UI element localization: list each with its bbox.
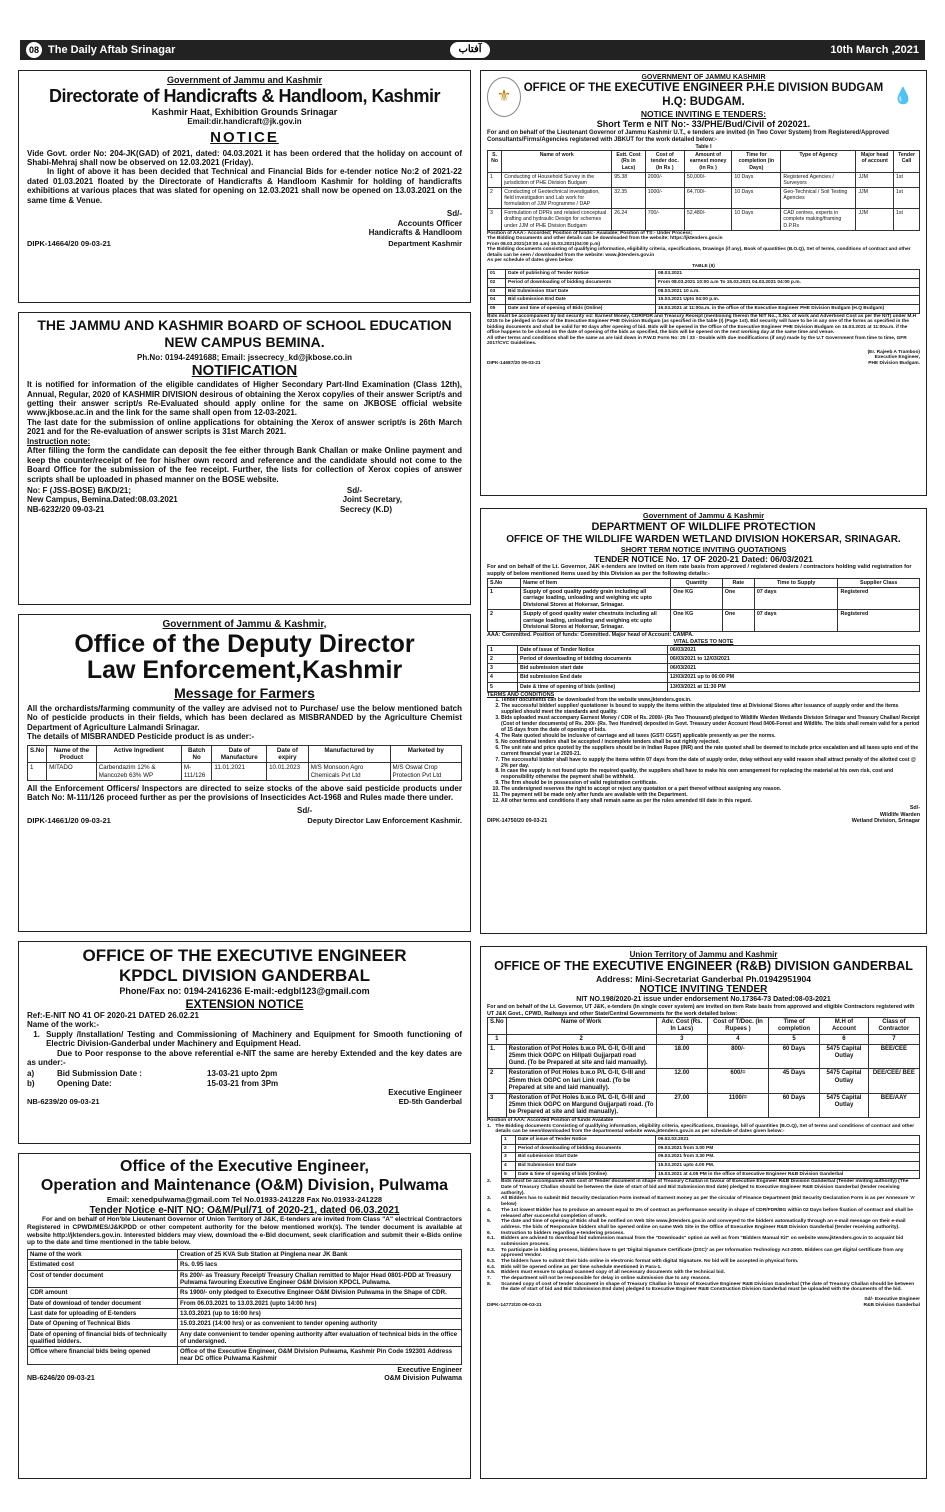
works-table: S. No Name of work Estt. Cost (Rs in Lacs) Cost of tender doc. (In Rs ) Amount of earnest money (in Rs ) Time for completion (in Days) Type of Agency Major head of account Tender Call 1 Conducting of Household Survey in the jurisdiction of PHE Division Budgam 95.38 2000/- 50,000/- 10 Days Registered Agencies / Surveyors JJM 1st 2 Conducting of Geotechnical investigation, field investigation and Lab work for formulation of JJM Programme / DAP 32.35 1000/- 64,700/- 10 Days Geo-Technical / Soil Testing Agencies JJM 1st 3 Formulation of DPRs and related conceptual drafting and hydraulic Design for schemes under JJM of PHE Division Budgam 26.24 700/- 52,480/- 10 Days CAD centres, experts in complete making/framing D.P.Rs JJM 1st (487, 150, 920, 230)
ad-title: Office of the Deputy Director (74, 629, 415, 658)
list-item: To participate in bidding process, bidders have to get 'Digital Signature Certificate (DSC)' as per Information Technology Act-2000. Bidders can get digital certificate from any approved Vendor. (501, 1247, 904, 1259)
ad-msg: Message for Farmers (174, 685, 315, 702)
table-row: 1 Supply of good quality paddy grain including all carriage loading, unloading and weighing etc upto Divisional Stores at Hokersar, Srinagar. One KG One 07 days Registered (488, 588, 920, 610)
ad-ref: DIPK-14750/20 09-03-21 (487, 817, 548, 824)
ad-wildlife (480, 508, 927, 934)
ad-aaa: AAA: Committed. Position of funds: Committed. Major head of Account: CAMPA. (487, 632, 694, 639)
ad-gov: GOVERNMENT OF JAMMU KASHMIR (641, 74, 766, 81)
page-number: 08 (26, 42, 42, 58)
ad-ref: DIPK-14664/20 09-03-21 (27, 238, 111, 248)
paper-name: The Daily Aftab Srinagar (48, 43, 176, 56)
list-item: The 1st lowest Bidder has to produce an amount equal to 3% of contract as performance security in shape of CDR/FDR/BG within 02 Days before fixation of contract and shall be released after successful completion of work. (501, 1207, 913, 1219)
paper-logo: آفتاب (450, 42, 490, 58)
list-item: Scanned copy of cost of tender document in shape of Treasury Challan in favour of Executive Engineer R&B Division Ganderbal (The date of Treasury Challan should be between the date of start of bid and Bid Submission End date) pledged to Executive Engineer R&B Construction Division Ganderbal must be uploaded with the documents of the bid. (501, 1281, 915, 1293)
ad-nit: NIT NO.198/2020-21 issue under endorsement No.17364-73 Dated:08-03-2021 (576, 996, 831, 1003)
list-item: The date and time of opening of Bids shall be notified on Web Site www.jktenders.gov.in and conveyed to the bidders automatically through an e-mail message on their e-mail address. The bids of Responsive bidders shall be opened online on same Web Site in the Office of Executive Engineer R&B Division Ganderbal (tender receiving authority). (501, 1219, 906, 1230)
list-item: The bidders have to submit their bids online in electronic format with digital Signature. No bid will be accepted in physical form. (501, 1259, 799, 1264)
ad-law-enforcement (18, 614, 471, 932)
issue-date: 10th March ,2021 (830, 43, 919, 56)
ad-sig: Secrecy (K.D) (339, 504, 392, 514)
list-item: The department will not be responsible for delay in online submission due to any reasons. (501, 1276, 711, 1282)
ad-para: The Bidding Documents and other details can be downloaded from the website: https://jktenders.gov.in (487, 236, 723, 242)
ad-ref: Ref:-E-NIT NO 41 OF 2020-21 DATED 26.02.21 (27, 1010, 199, 1020)
ad-kpdcl: OFFICE OF THE EXECUTIVE ENGINEER KPDCL DIVISION GANDERBAL Phone/Fax no: 0194-2416236 E-mail:-edgbl123@gmail.com EXTENSION NOTICE Ref:-E-NIT NO 41 OF 2020-21 DATED 26.02.21 Name of the work:- 1. Supply /Installation/ Testing and Commissioning of Machinery and Equipment for Smooth functioning of Electric Division-Ganderbal under Machinery and Equipment Head. Due to Poor response to the above referential e-NIT the same are hereby Extended and the key dates are as under:- a) Bid Submission Date : 13-03-21 upto 2pm b) Opening Date: 15-03-21 from 3Pm Executive Engineer NB-6239/20 09-03-21 ED-5th Ganderbal (18, 941, 471, 1144)
ad-ref: NB-6246/20 09-03-21 (27, 1375, 95, 1383)
table-row: Date of opening of financial bids of technically qualified bidders. Any date convenient to tender opening authority after evaluation of technical bids in the office of undersigned. (28, 1329, 462, 1347)
works-table: S.No Name of Work Adv. Cost (Rs. In Lacs) Cost of T/Doc. (In Rupees ) Time of completion M.H of Account Class of Contractor 1 2 3 4 5 6 7 1. Restoration of Pot Holes b.w.o P/L G-II, G-III and 25mm thick OGPC on Hillpati Gujjarpati road Gund. (To be Prepared at site and laid manually). 18.00 800/- 60 Days 5475 Capital Outlay BEE/CEE 2 Restoration of Pot Holes b.w.o P/L G-II, G-III and 25mm thick OGPC on Iari Link road. (To be Prepared at site and laid manually). 12.00 600/= 45 Days 5475 Capital Outlay DEE/CEE/ BEE 3 Restoration of Pot Holes b.w.o P/L G-II, G-III and 25mm thick OGPC on Margund Gujjarpati road. (To be Prepared at site and laid manually). 27.00 1100/= 60 Days 5475 Capital Outlay BEE/AAY (487, 1017, 920, 1118)
table-row: 2 Supply of good quality water chestnuts including all carriage loading, unloading and weighing etc upto Divisional Stores at Hokersar, Srinagar. One KG One 07 days Registered (488, 610, 920, 632)
table-row: 4 Bid submission End date 12/03/2021 up to 06:00 PM (488, 673, 920, 682)
ad-item: Supply /Installation/ Testing and Commissioning of Machinery and Equipment for Smooth functioning of Electric Division-Ganderbal under Machinery and Equipment Head. (46, 1029, 462, 1049)
ad-sig: (Er. Rajeeb A Tramboo) (867, 349, 920, 355)
ad-rnb-ganderbal: Union Territory of Jammu and Kashmir OFFICE OF THE EXECUTIVE ENGINEER (R&B) DIVISION GANDERBAL Address: Mini-Secretariat Ganderbal Ph.01942951904 NOTICE INVITING TENDER NIT NO.198/2020-21 issue under endorsement No.17364-73 Dated:08-03-2021 For and on behalf of the Lt. Governor, UT J&K, e-tenders (In single cover system) are invited on item Rate basis from approved and eligible Contractors registered with UT J&K Govt., CPWD, Railways and other State/Central Governments for the work detailed below: S.No Name of Work Adv. Cost (Rs. In Lacs) Cost of T/Doc. (In Rupees ) Time of completion M.H of Account Class of Contractor 1 2 3 4 5 6 7 1. Restoration of Pot Holes b.w.o P/L G-II, G-III and 25mm thick OGPC on Hillpati Gujjarpati road Gund. (To be Prepared at site and laid manually). 18.00 800/- 60 Days 5475 Capital Outlay BEE/CEE 2 Restoration of Pot Holes b.w.o P/L G-II, G-III and 25mm thick OGPC on Iari Link road. (To be Prepared at site and laid manually). 12.00 600/= 45 Days 5475 Capital Outlay DEE/CEE/ BEE 3 Restoration of Pot Holes b.w.o P/L G-II, G-III and 25mm thick OGPC on Margund Gujjarpati road. (To be Prepared at site and laid manually). 27.00 1100/= 60 Days 5475 Capital Outlay BEE/AAY Position of AAA: Accorded Position of funds Available 1. The Bidding documents Consisting of qualifying information, eligibility criteria, specifications, Drawings, bill of quantities (B.O.Q), Set of terms and conditions of contract and other details can be seen/downloaded from the departmental website www.jktenders.gov.in as per schedule of dates given below:- 1 Date of issue of Tender Notice 09.02.03.2021 2 Period of downloading of bidding documents 09.03.2021 from 3.00 PM 3 Bid submission Start Date 09.03.2021 from 3.30 PM. 4 Bid Submission End Date 15.03.2021 upto 4.00 PM. 5 Date & time of opening of bids (Online) 15.03.2021 at 4.05 PM in the office of Executive Engineer R&B Division Ganderbal 2. Bids must be accompanied with cost of Tender document in shape of Treasury Challan in favour of Executive Engineer R&B Division Ganderbal (Tender inviting authority) (The Date of Treasury Challan should be between the date of start of bid and Bid Submission End date) pledged to Executive Engineer R&B Division Ganderbal (tender receiving authority). 3. All Bidders has to submit Bid Security Declaration Form instead of Earnest money as per the circular of Finance Department (Bid Security Declaration Form is as per Annexure 'A' below) 4. The 1st lowest Bidder has to produce an amount equal to 3% of contract as performance security in shape of CDR/FDR/BG within 02 Days before fixation of contract and shall be released after successful completion of work. 5. The date and time of opening of Bids shall be notified on Web Site www.jktenders.gov.in and conveyed to the bidders automatically through an e-mail message on their e-mail address. The bids of Responsive bidders shall be opened online on same Web Site in the Office of Executive Engineer R&B Division Ganderbal (tender receiving authority). 6. Instruction to bidders regarding e-tendering process. 6.1. Bidders are advised to download bid submission manual from the "Downloads" option as well as from "Bidders Manual Kit" on website www.jktenders.gov.in to acquaint bid submission process. 6.2. To participate in bidding process, bidders have to get 'Digital Signature Certificate (DSC)' as per Information Technology Act-2000. Bidders can get digital certificate from any approved Vendor. 6.3. The bidders have to submit their bids online in electronic format with digital Signature. No bid will be accepted in physical form. 6.4. Bids will be opened online as per time schedule mentioned in Para-1. 6.5. Bidders must ensure to upload scanned copy of all necessary documents with the technical bid. 7. The department will not be responsible for delay in online submission due to any reasons. 8. Scanned copy of cost of tender document in shape of Treasury Challan in favour of Executive Engineer R&B Division Ganderbal (The date of Treasury Challan should be between the date of start of bid and Bid Submission End date) pledged to Executive Engineer R&B Construction Division Ganderbal must be uploaded with the documents of the bid. Sd/- Executive Engineer DIPK-14772/20 09-03-21 R&B Division Ganderbal (480, 946, 927, 1479)
list-item: 6. The unit rate and price quoted by the suppliers should be in Indian Rupee (INR) and the rate quoted shall be deemed to include price escalation and all taxes upto end of the current financial year i.e 2020-21. (501, 746, 920, 758)
list-item: Bids must be accompanied with cost of Tender document in shape of Treasury Challan in favour of Executive Engineer R&B Division Ganderbal (Tender inviting authority) (The Date of Treasury Challan should be between the date of start of bid and Bid Submission End date) pledged to Executive Engineer R&B Division Ganderbal (tender receiving authority). (501, 1179, 909, 1196)
ad-title: THE JAMMU AND KASHMIR BOARD OF SCHOOL EDUCATION (37, 317, 452, 333)
list-item: 4. The Rate quoted should be inclusive of carriage and all taxes (GST/ CGST) applicable presently as per the norms. (501, 734, 920, 740)
ad-sd: Sd/- (346, 485, 362, 495)
ad-notice: NOTIFICATION (191, 362, 298, 380)
ad-contact: Email: xenedpulwama@gmail.com Tel No.01933-241228 Fax No.01933-241228 (106, 1194, 383, 1204)
table-row: 05 Date and time of opening of Bids (Online) 16.03.2021 at 11:00a.m. in the office of the Executive Engineer PHE Division Budgam (H.Q Budgam) (488, 304, 920, 313)
ad-para: All the orchardists/farming community of the valley are advised not to Purchase/ use the below mentioned batch No of pesticide products in their fields, which has been declared as MISBRANDED by the Agriculture Chemist Department of Agriculture Lalmandi Srinagar. (27, 703, 462, 732)
ad-para: The last date for the submission of online applications for obtaining the Xerox of answer script/s is 26th March 2021 and for the Re-evaluation of answer scripts is 31st March 2021. (27, 417, 462, 437)
ad-title: Law Enforcement,Kashmir (86, 656, 403, 685)
list-item: Instruction to bidders regarding e-tendering process. (501, 1230, 625, 1236)
ad-label: Opening Date: (57, 1078, 112, 1088)
ad-label: Bid Submission Date : (57, 1069, 142, 1079)
ad-sig: Accounts Officer (397, 218, 462, 228)
ad-para: Due to Poor response to the above referential e-NIT the same are hereby Extended and the key dates are as under:- (27, 1048, 462, 1068)
table-row: 1 Conducting of Household Survey in the jurisdiction of PHE Division Budgam 95.38 2000/- 50,000/- 10 Days Registered Agencies / Surveyors JJM 1st (488, 172, 920, 187)
ad-para: In light of above it has been decided that Technical and Financial Bids for e-tender notice No:2 of 2021-22 dated 01.03.2021 floated by the Directorate of Handicrafts & Handloom Kashmir for holding of handicrafts exhibitions at various places that was slated for opening on 12.03.2021 shall now be opened on 13.03.2021 on the same time & Venue. (27, 167, 462, 205)
list-item: 2. The successful bidder/ supplier/ quotationer is bound to supply the items within the stipulated time at Divisional Stores after issuance of supply order and the items supplied should meet the standards and quality. (501, 704, 920, 716)
ad-pos: Position of AAA: Accorded Position of funds Available (487, 1117, 614, 1123)
ad-para: All the Enforcement Officers/ Inspectors are directed to seize stocks of the above said pesticide products under Batch No: M-111/126 proceed further as per the provisions of Insecticides Act-1968 and Rules made there under. (27, 783, 462, 803)
ad-heading: Name of the work:- (27, 1020, 100, 1030)
dates-table (501, 1135, 920, 1179)
ad-para: For and on behalf of the Lt. Governor, UT J&K, e-tenders (In single cover system) are invited on item Rate basis from approved and eligible Contractors registered with UT J&K Govt., CPWD, Railways and other State/Central Governments for the work detailed below: (487, 1004, 915, 1017)
ad-sd: Sd/- (297, 805, 313, 815)
newspaper-header (20, 40, 925, 60)
table-row: 01 Date of publishing of Tender Notice 08.03.2021 (488, 270, 920, 279)
table-row: 1 Date of issue of Tender Notice 06/03/2021 (488, 646, 920, 655)
ad-para: The Bidding documents consisting of qualifying information, eligibility criteria, specifications, Drawings (if any), Book of quantities (B.O.Q), Set of terms, conditions of contract and other details can be seen / downloaded from the website: www.jktenders.gov.in (487, 247, 911, 258)
list-item: 1. Tender documents can be downloaded from the website www.jktenders.gov.in. (501, 698, 920, 704)
ad-ref: DIPK-14687/20 09-03-21 (487, 360, 541, 366)
ad-para: As per schedule of dates given below (487, 258, 573, 264)
tender-table (27, 1249, 462, 1365)
ad-notice: NOTICE INVITING E TENDERS: (640, 109, 767, 120)
ad-para: After filling the form the candidate can deposit the fee either through Bank Challan or make Online payment and keep the counter/receipt of fee for his/her own record and reference and the candidate should not come to the Board Office for the submission of the fee receipt. Further, the lists for collection of Xerox copies of answer scripts shall be uploaded in phased manner on the BOSE website. (27, 446, 462, 484)
ad-sig: Sd/- Executive Engineer (864, 1297, 920, 1303)
ad-jkbose (18, 312, 471, 605)
ad-short: SHORT TERM NOTICE INVITING QUOTATIONS (620, 544, 787, 554)
ad-nit: Short Term e NIT No:- 33/PHE/Bud/Civil of 202021. (596, 119, 811, 130)
table-row: 4 Bid Submission End Date 15.03.2021 upto 4.00 PM. (502, 1162, 920, 1171)
table-row: Last date for uploading of E-tenders 13.03.2021 (up to 16:00 hrs) (28, 1308, 462, 1318)
table-row: 1. Restoration of Pot Holes b.w.o P/L G-II, G-III and 25mm thick OGPC on Hillpati Gujjarpati road Gund. (To be Prepared at site and laid manually). 18.00 800/- 60 Days 5475 Capital Outlay BEE/CEE (488, 1045, 920, 1069)
ad-sig: Department Kashmir (388, 238, 462, 248)
table-row: 3 Bid submission start date 06/03/2021 (488, 664, 920, 673)
jk-emblem-icon: ⚜ (487, 77, 521, 117)
ad-date: New Campus, Bemina.Dated:08.03.2021 (27, 495, 178, 505)
list-item: 8. In case the supply is not found upto the required quality, the suppliers shall have to make his own arrangement for replacing the material at his own risk, cost and responsibility otherwise the payment shall be withheld. (501, 769, 920, 781)
ad-sig: Executive Engineer (388, 1088, 462, 1098)
list-item: Bidders are advised to download bid submission manual from the "Downloads" option as well as from "Bidders Manual Kit" on website www.jktenders.gov.in to acquaint bid submission process. (501, 1236, 904, 1247)
ad-para: Vide Govt. order No: 204-JK(GAD) of 2021, dated: 04.03.2021 it has been ordered that the holiday on account of Shabi-Mehraj shall now be observed on 12.03.2021 (Friday). (27, 148, 462, 168)
table-row: 2 Restoration of Pot Holes b.w.o P/L G-II, G-III and 25mm thick OGPC on Iari Link road. (To be Prepared at site and laid manually). 12.00 600/= 45 Days 5475 Capital Outlay DEE/CEE/ BEE (488, 1069, 920, 1093)
ad-title: Office of the Executive Engineer, (120, 1158, 369, 1175)
table-row: 1 Date of issue of Tender Notice 09.02.03.2021 (502, 1136, 920, 1145)
ad-title: NEW CAMPUS BEMINA. (164, 333, 325, 350)
table-row: 2 Period of downloading of bidding documents 09.03.2021 from 3.00 PM (502, 1144, 920, 1153)
list-item: 9. The firm should be in possession of valid registration certificate. (501, 781, 920, 787)
list-item: Bids will be opened online as per time schedule mentioned in Para-1. (501, 1264, 662, 1270)
ad-para: Bids must be accompanied by bid security viz: Earnest Money, CDR/FDR and Treasury Receipt (mentioning therein the NIT No., S.No. of work and Advertised Cost as per the NIT) under M.H 0215 to be pledged in favor of the Executive Engineer PHE Division Budgam (as specified in the table (I) (Page 1st). Bid security will have to be in any one of the forms as specified in the bidding documents and shall be valid for 90 days after opening of bid. Bids will be opened in the Office of the Executive Engineer PHE Division Budgam on 16.03.2021 at 11:00a.m. if the office happens to be closed on the date of opening of the bids as specified, the bids will be opened on the next working day at the same time and venue. (487, 313, 917, 336)
table-row: 3 Restoration of Pot Holes b.w.o P/L G-II, G-III and 25mm thick OGPC on Margund Gujjarpati road. (To be Prepared at site and laid manually). 27.00 1100/= 60 Days 5475 Capital Outlay BEE/AAY (488, 1093, 920, 1117)
water-drop-icon: 💧 (893, 87, 913, 105)
ad-addr: Address: Mini-Secretariat Ganderbal Ph.01942951904 (596, 974, 811, 985)
table-row: 5 Date & time of opening of bids (Online) 15.03.2021 at 4.05 PM in the office of Executive Engineer R&B Division Ganderbal (502, 1170, 920, 1179)
table-row: Date of Opening of Technical Bids 15.03.2021 (14:00 hrs) or as convenient to tender opening authority (28, 1319, 462, 1329)
ad-om-pulwama (18, 1153, 471, 1479)
ad-sub: Kashmir Haat, Exhibition Grounds Srinagar (151, 106, 338, 117)
ad-para: From 08.03.2021(10:00 a.m) 15.03.2021(04:00 p.m) (487, 241, 601, 247)
ad-contact: Ph.No: 0194-2491688; Email: jssecrecy_kd@jkbose.co.in (136, 353, 353, 363)
ad-gov: Government of Jammu & Kashmir (642, 511, 765, 520)
ad-notice: NOTICE INVITING TENDER (639, 984, 768, 996)
table-row: 2 Conducting of Geotechnical investigation, field investigation and Lab work for formulation of JJM Programme / DAP 32.35 1000/- 64,700/- 10 Days Geo-Technical / Soil Testing Agencies JJM 1st (488, 187, 920, 208)
ad-para: Position of AAA:- Accorded; Position of funds:- Available; Position of TS:- Under Process; (487, 230, 693, 236)
ad-terms: TERMS AND CONDITIONS (487, 691, 555, 698)
table-row: 1 MITADO Carbendazim 12% & Mancozeb 63% WP M-111/126 11.01.2021 10.01.2023 M/S Monsoon Agro Chemicals Pvt Ltd M/S Oswal Crop Protection Pvt Ltd (28, 763, 462, 781)
ad-phe-budgam (480, 70, 927, 496)
table-row: 03 Bid Submission Start Date 08.03.2021 10 a.m. (488, 287, 920, 296)
table-row: 3 Bid submission Start Date 09.03.2021 from 3.30 PM. (502, 1153, 920, 1162)
ad-title: Operation and Maintenance (O&M) Division, Pulwama (40, 1176, 449, 1194)
ad-para: For and on behalf of Hon'ble Lieutenant Governor of Union Territory of J&K, E-tenders are invited from Class "A" electrical Contractors Registered in CPWD/MES/J&KPDD or other competent authority for the below mentioned work(s). The tender document is available at website http://jktenders.gov.in. Interested bidders may view, download the e-Bid document, seek clarification and submit their e-Bids online up to the date and time mentioned in the table below. (27, 1216, 462, 1247)
ad-gov: Government of Jammu and Kashmir (166, 75, 323, 85)
ad-title: DEPARTMENT OF WILDLIFE PROTECTION (591, 520, 816, 533)
ad-sd: Sd/- (909, 805, 920, 812)
list-item: Bidders must ensure to upload scanned copy of all necessary documents with the technical bid. (501, 1270, 725, 1276)
ad-title: H.Q: BUDGAM. (662, 95, 745, 108)
list-item: 10. The undersigned reserves the right to accept or reject any quotation or a part thereof without assigning any reason. (501, 787, 920, 793)
table-row: Name of the work Creation of 25 KVA Sub Station at Pinglena near JK Bank (28, 1250, 462, 1260)
ad-ref: DIPK-14772/20 09-03-21 (487, 1302, 542, 1308)
table-row: CDR amount Rs 1900/- only pledged to Executive Engineer O&M Division Pulwama in the Shape of CDR. (28, 1288, 462, 1298)
ad-sig: O&M Division Pulwama (384, 1375, 462, 1383)
ad-ref: DIPK-14661/20 09-03-21 (27, 816, 111, 826)
ad-sig: Executive Engineer, (874, 355, 920, 361)
ad-value: 13-03-21 upto 2pm (207, 1069, 278, 1079)
pesticide-table: S.No Name of the Product Active Ingredient Batch No Date of Manufacture Date of expiry Manufactured by Marketed by 1 MITADO Carbendazim 12% & Mancozeb 63% WP M-111/126 11.01.2021 10.01.2023 M/S Monsoon Agro Chemicals Pvt Ltd M/S Oswal Crop Protection Pvt Ltd (27, 745, 462, 781)
ad-table-title: Table I (695, 144, 712, 151)
dates-table (487, 645, 920, 692)
list-item: All Bidders has to submit Bid Security Declaration Form instead of Earnest money as per the circular of Finance Department (Bid Security Declaration Form is as per Annexure 'A' below) (501, 1196, 916, 1208)
ad-sig: PHE Division Budgam. (868, 360, 920, 366)
list-item: The Bidding documents Consisting of qualifying information, eligibility criteria, specifications, Drawings, bill of quantities (B.O.Q), Set of terms and conditions of contract and other details can be seen/downloaded from the departmental website www.jktenders.gov.in as per schedule of dates given below:- (495, 1123, 915, 1135)
ad-notice: Tender Notice e-NIT NO: O&M/Pul/71 of 2020-21, dated 06.03.2021 (89, 1204, 400, 1216)
ad-title: KPDCL DIVISION GANDERBAL (119, 966, 370, 986)
ad-handicrafts (18, 70, 471, 303)
ad-sig: R&B Division Ganderbal (863, 1302, 920, 1308)
table-row: 2 Period of downloading of bidding documents 06/03/2021 to 12/03/2021 (488, 655, 920, 664)
ad-heading: Instruction note: (27, 436, 91, 446)
ad-para: The details of MISBRANDED Pesticide product is as under:- (27, 732, 255, 742)
ad-title: OFFICE OF THE EXECUTIVE ENGINEER P.H.E DIVISION BUDGAM (523, 82, 884, 95)
ad-email: Email:dir.handicraft@jk.gov.in (187, 117, 302, 127)
ad-sig: Handicrafts & Handloom (368, 228, 462, 238)
ad-notice: NOTICE (210, 128, 279, 146)
ad-notice: EXTENSION NOTICE (185, 996, 304, 1011)
ad-sig: Executive Engineer (397, 1366, 462, 1374)
ad-para: For and on behalf of the Lt. Governor, J&K e-tenders are invited on item rate basis from approved / registered dealers / contractors holding valid registration for supply of below mentioned items used by this Division as per the following details:- (487, 564, 912, 578)
ad-para: It is notified for information of the eligible candidates of Higher Secondary Part-IInd Examination (Class 12th), Annual, Regular, 2020 of KASHMIR DIVISION desirous of obtaining the Xerox copy/ies of their answer Script/s and getting their answer script/s Re-Evaluated should apply online for the same on JKBOSE official website www.jkbose.ac.in and the link for the same shall open from 12-03-2021. (27, 380, 462, 418)
list-item: 3. Bids uploaded must accompany Earnest Money / CDR of Rs. 2000/- (Rs Two Thousand) pledged to Wildlife Warden Wetlands Division Srinagar and Treasury Challan/ Receipt (Cost of tender documents) of Rs. 200/- (Rs. Two Hundred) deposited in Govt. Treasury under Account Head 0406-Forest and Wildlife. The bids shall remain valid for a period of 15 days from the date of opening of bids. (501, 716, 920, 734)
ad-table-title: TABLE (II) (692, 263, 715, 269)
list-item: 7. The successful bidder shall have to supply the items within 07 days from the date of supply order, delay without any valid reason shall attract penalty of the allotted cost @ 2% per day. (501, 758, 920, 770)
list-item: 11. The payment will be made only after funds are available with the Department. (501, 793, 920, 799)
table-row: Cost of tender document Rs 200/- as Treasury Receipt/ Treasury Challan remitted to Major Head 0801-PDD at Treasury Pulwama favouring Executive Engineer O&M Division KPDCL Pulwama. (28, 1270, 462, 1288)
ad-gov: Union Territory of Jammu and Kashmir (629, 950, 778, 959)
items-table: S.No Name of Item Quantity Rate Time to Supply Supplier Class 1 Supply of good quality paddy grain including all carriage loading, unloading and weighing etc upto Divisional Stores at Hokersar, Srinagar. One KG One 07 days Registered 2 Supply of good quality water chestnuts including all carriage loading, unloading and weighing etc upto Divisional Stores at Hokersar, Srinagar. One KG One 07 days Registered (487, 578, 920, 633)
table-row: Estimated cost Rs. 0.95 lacs (28, 1260, 462, 1270)
dates-table (487, 269, 920, 313)
table-row: 5 Date & time of opening of bids (online) 13/03/2021 at 11:30 PM (488, 682, 920, 691)
ad-para: All other terms and conditions shall be the same as are laid down in P.W.D Form No: 25 / 33 - Double with due modifications (if any) made by the U.T Government from time to time, GFR 2017/CVC Guidelines. (487, 335, 907, 347)
ad-value: 15-03-21 from 3Pm (207, 1078, 279, 1088)
ad-sig: ED-5th Ganderbal (398, 1096, 462, 1106)
ad-sig: Wetland Division, Srinagar (851, 817, 920, 824)
terms-list (487, 698, 920, 805)
ad-title: OFFICE OF THE WILDLIFE WARDEN WETLAND DIVISION HOKERSAR, SRINAGAR. (506, 533, 901, 545)
list-item: 12. All other terms and conditions if any shall remain same as per the rules amended till date in this regard. (501, 799, 920, 805)
ad-no: No: F (JSS-BOSE) B/KD/21; (27, 485, 132, 495)
ad-sig: Wildlife Warden (879, 811, 920, 818)
list-item: 5. No conditional tenders shall be accepted / incomplete tenders shall be out rightly rejected. (501, 740, 920, 746)
table-row: 04 Bid submission End Date 15.03.2021 Upto 04:00 p.m. (488, 296, 920, 305)
table-row: Date of download of tender document From 06.03.2021 to 13.03.2021 (upto 14:00 hrs) (28, 1298, 462, 1308)
ad-para: For and on behalf of the Lieutenant Governor of Jammu Kashmir U.T., e tenders are invited (in Two Cover System) from Registered/Approved Consultants/Firms/Agencies registered with JBKUT for the work detailed below:- (487, 130, 889, 144)
ad-ref: NB-6239/20 09-03-21 (27, 1096, 100, 1106)
ad-gov: Government of Jammu & Kashmir, (162, 619, 327, 630)
ad-title: Directorate of Handicrafts & Handloom, Kashmir (48, 85, 441, 106)
ad-sig: Deputy Director Law Enforcement Kashmir. (307, 816, 462, 826)
ad-sd: Sd/- (446, 209, 462, 219)
ad-title: OFFICE OF THE EXECUTIVE ENGINEER (R&B) DIVISION GANDERBAL (494, 959, 913, 974)
ad-contact: Phone/Fax no: 0194-2416236 E-mail:-edgbl123@gmail.com (119, 986, 370, 997)
ad-title: OFFICE OF THE EXECUTIVE ENGINEER (82, 946, 407, 965)
table-row: 02 Period of downloading of bidding documents From 08.03.2021 10:00 a.m To 15.03.2021 04.03.2021 04:00 p.m. (488, 278, 920, 287)
ad-tender: TENDER NOTICE No. 17 OF 2020-21 Dated: 06/03/2021 (594, 554, 813, 565)
table-row: 3 Formulation of DPRs and related conceptual drafting and hydraulic Design for schemes under JJM of PHE Division Budgam 26.24 700/- 52,480/- 10 Days CAD centres, experts in complete making/framing D.P.Rs JJM 1st (488, 209, 920, 230)
ad-sig: Joint Secretary, (342, 495, 402, 505)
ad-ref: NB-6232/20 09-03-21 (27, 504, 105, 514)
table-row: Office where financial bids being opened Office of the Executive Engineer, O&M Division Pulwama, Kashmir Pin Code 192301 Address near DC office Pulwama Kashmir (28, 1347, 462, 1365)
ad-vital: VITAL DATES TO NOTE (673, 638, 734, 645)
